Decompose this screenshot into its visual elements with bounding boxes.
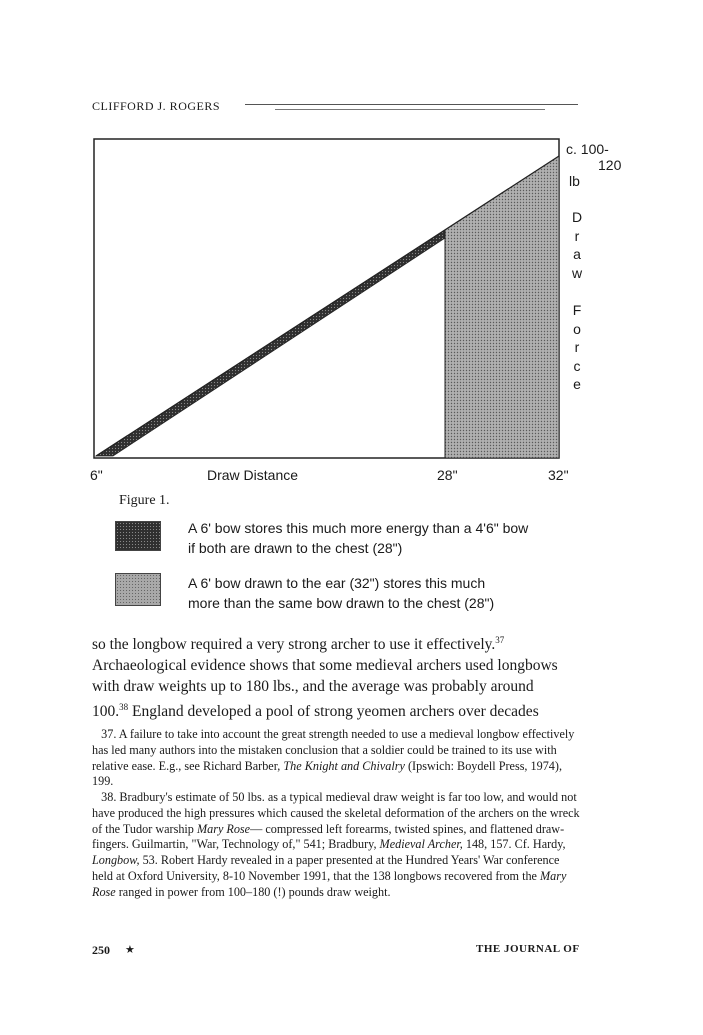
legend-item: [188, 573, 494, 613]
footnote-ref: 37: [495, 635, 505, 645]
y-label-letter: r: [574, 227, 580, 244]
legend-swatch-light: [115, 573, 161, 606]
y-axis-label-vertical: [571, 208, 583, 394]
y-label-letter: r: [574, 339, 580, 356]
legend-swatch-dark: [115, 521, 161, 551]
footnote-37: [92, 727, 580, 790]
footnote-title: Mary Rose: [196, 821, 251, 836]
y-label-letter: a: [573, 246, 581, 263]
y-label-letter: D: [571, 209, 583, 225]
y-label-letter: o: [573, 320, 581, 337]
y-label-letter: c: [573, 357, 581, 374]
figure-caption: Figure 1.: [119, 493, 170, 508]
header-rule-secondary: [275, 109, 545, 110]
body-paragraph: [92, 630, 582, 722]
body-text-span: so the longbow required a very strong archer to use it effectively.: [92, 636, 496, 654]
footnote-title: The Knight and Chivalry: [283, 758, 405, 773]
legend-text-line: if both are drawn to the chest (28"): [188, 540, 403, 556]
running-header-author: CLIFFORD J. ROGERS: [92, 99, 221, 113]
legend-text-line: more than the same bow drawn to the chest (28"): [188, 595, 495, 611]
footnote-text: (Ipswich: Boydell Press, 1974), 199.: [92, 758, 563, 789]
header-rule: [245, 104, 578, 105]
y-label-letter: F: [572, 301, 582, 318]
body-text-span: England developed a pool of strong yeomen archers over decades: [128, 703, 539, 721]
y-label-letter: w: [571, 264, 583, 281]
footnote-title: Medieval Archer,: [379, 837, 463, 852]
footnote-text: ranged in power from 100–180 (!) pounds draw weight.: [115, 884, 391, 899]
y-axis-label-top: [566, 141, 621, 189]
x-tick-label: 32": [548, 467, 569, 483]
footnote-title: Mary Rose: [92, 868, 567, 899]
x-axis-title: Draw Distance: [207, 467, 299, 483]
legend-text-line: A 6' bow drawn to the ear (32") stores this much: [188, 575, 486, 591]
footnote-text: 53. Robert Hardy revealed in a paper presented at the Hundred Years' War conference held at Oxford University, 8-10 November 1991, that the 138 longbows recovered from the: [92, 853, 560, 883]
figure-1-chart: [93, 138, 561, 460]
y-label-line: lb: [569, 173, 580, 189]
legend-text-line: A 6' bow stores this much more energy than a 4'6" bow: [188, 520, 529, 536]
running-footer-journal: THE JOURNAL OF: [476, 943, 580, 955]
footnote-text: 148, 157. Cf. Hardy,: [462, 837, 566, 852]
star-icon: ★: [125, 944, 135, 956]
footnote-text: — compressed left forearms, twisted spines, and flattened draw-fingers. Guilmartin, "War, Technology of," 541; Bradbury,: [92, 821, 565, 852]
x-tick-label: 6": [90, 467, 103, 483]
y-label-line: c. 100-: [566, 141, 609, 157]
x-tick-label: 28": [437, 467, 458, 483]
legend-item: [188, 518, 528, 558]
body-line: [92, 697, 582, 722]
y-label-letter: [571, 282, 583, 301]
footnote-text: 38. Bradbury's estimate of 50 lbs. as a typical medieval draw weight is far too low, and would not have produced the high pressures which caused the skeletal deformation of the archers on the wreck of the Tudor warship: [92, 790, 580, 836]
footnote-38: [92, 790, 580, 901]
page-number: 250: [92, 943, 110, 957]
footnote-title: Longbow,: [92, 853, 140, 868]
footnote-text: 37. A failure to take into account the great strength needed to use a medieval longbow effectively has led many authors into the mistaken conclusion that a soldier could be trained to its use with relative ease. E.g., see Richard Barber,: [92, 727, 575, 773]
body-line: with draw weights up to 180 lbs., and the average was probably around: [92, 678, 534, 696]
y-label-line: 120: [598, 157, 622, 173]
body-text-span: 100.: [92, 703, 120, 721]
body-line: Archaeological evidence shows that some medieval archers used longbows: [92, 657, 558, 675]
body-line: [92, 630, 582, 655]
footnote-ref: 38: [119, 702, 129, 713]
y-label-letter: e: [573, 376, 581, 393]
